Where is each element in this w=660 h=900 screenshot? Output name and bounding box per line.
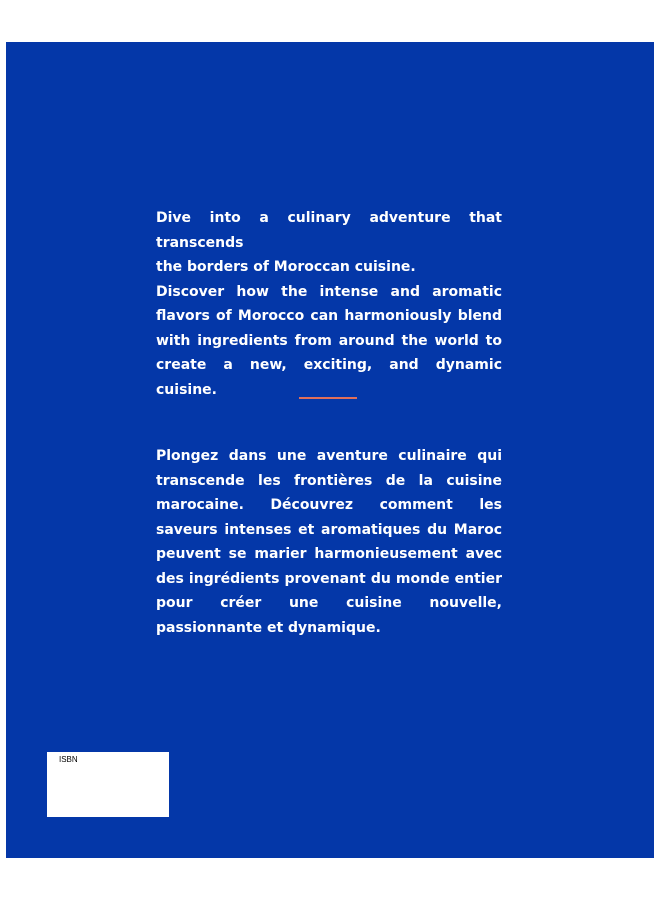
french-blurb <box>156 444 502 640</box>
divider-line <box>299 397 357 399</box>
english-paragraph-1: Dive into a culinary adventure that transcends the borders of Moroccan cuisine. <box>156 210 502 275</box>
isbn-barcode-box <box>47 752 169 817</box>
french-paragraph-1: Plongez dans une aventure culinaire qui transcende les frontières de la cuisine marocaine. Découvrez comment les saveurs intenses et aromatiques du Maroc peuvent se marier harmonieusement avec des ingrédients provenant du monde entier pour créer une cuisine nouvelle, passionnante et dynamique. <box>156 448 502 636</box>
english-blurb <box>156 206 502 402</box>
back-cover <box>6 42 654 858</box>
isbn-label: ISBN <box>59 755 78 764</box>
english-paragraph-2: Discover how the intense and aromatic flavors of Morocco can harmoniously blend with ingredients from around the world to create a new, exciting, and dynamic cuisine. <box>156 283 502 398</box>
